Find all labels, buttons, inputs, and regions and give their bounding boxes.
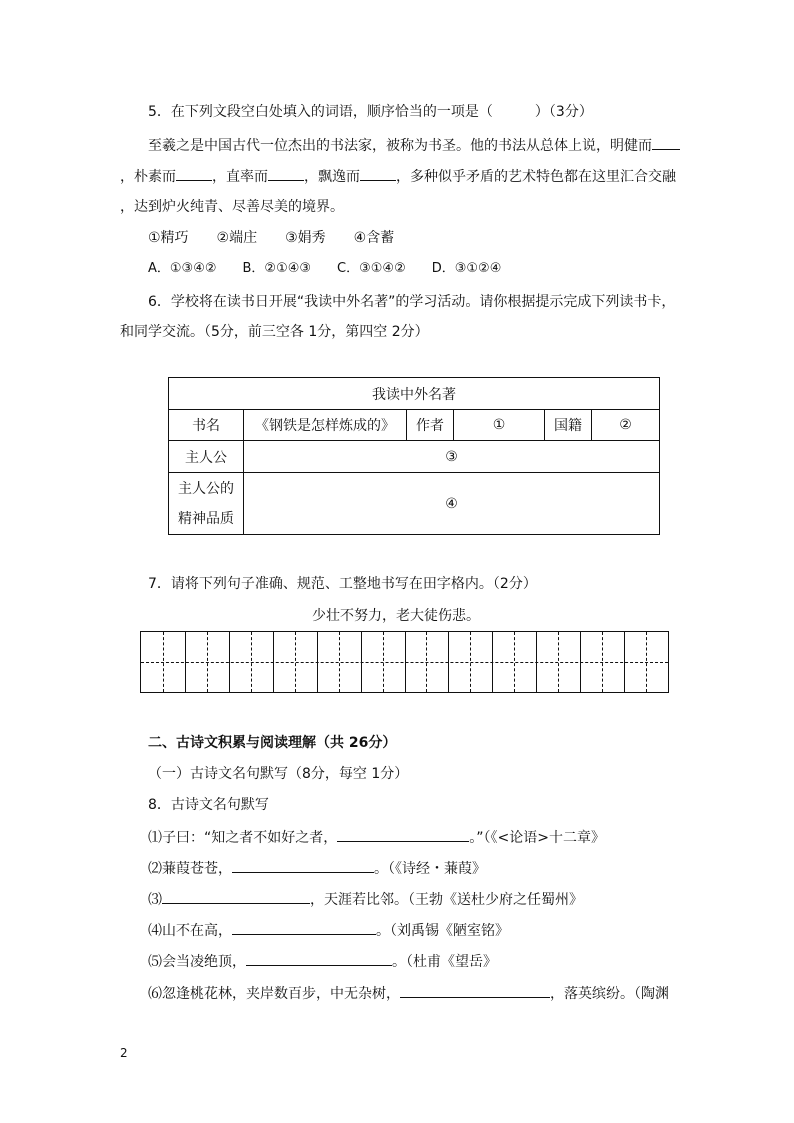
answer-blank[interactable] — [176, 166, 212, 181]
q5-word-options: ①精巧 ②端庄 ③娟秀 ④含蓄 — [148, 230, 395, 246]
q5-text: ，朴素而 — [120, 169, 176, 185]
protagonist-label: 主人公 — [169, 441, 244, 473]
q8-item-3 — [148, 889, 583, 910]
grid-cell-border — [273, 632, 274, 692]
book-label: 书名 — [169, 410, 244, 441]
grid-cell-midline — [426, 632, 427, 692]
author-label: 作者 — [407, 410, 454, 441]
answer-blank[interactable] — [337, 827, 469, 842]
section2-title: 二、古诗文积累与阅读理解（共 26分） — [148, 735, 397, 751]
q8-text: 。（刘禹锡《陋室铭》 — [376, 923, 509, 939]
nationality-blank[interactable]: ② — [592, 410, 660, 441]
q8-text: 。（杜甫《望岳》 — [392, 954, 497, 970]
grid-cell-midline — [602, 632, 603, 692]
q8-text: ⑸会当凌绝顶， — [148, 954, 246, 970]
grid-cell-border — [405, 632, 406, 692]
grid-cell-midline — [251, 632, 252, 692]
grid-cell-midline — [339, 632, 340, 692]
spirit-label — [169, 473, 244, 535]
answer-blank[interactable] — [360, 166, 396, 181]
answer-blank[interactable] — [268, 166, 304, 181]
q5-text: ，多种似乎矛盾的艺术特色都在这里汇合交融 — [396, 169, 676, 185]
q8-item-2 — [148, 858, 486, 879]
grid-cell-border — [580, 632, 581, 692]
q5-text: ，直率而 — [212, 169, 268, 185]
grid-cell-border — [229, 632, 230, 692]
grid-cell-midline — [470, 632, 471, 692]
tianzige-grid[interactable] — [140, 631, 669, 693]
grid-cell-midline — [207, 632, 208, 692]
q8-text: ⑴子曰：“知之者不如好之者， — [148, 830, 338, 846]
page-number: 2 — [120, 1046, 128, 1060]
answer-blank[interactable] — [232, 858, 374, 873]
q5-paragraph-line3: ，达到炉火纯青、尽善尽美的境界。 — [120, 199, 344, 215]
q8-text: ⑵蒹葭苍苍， — [148, 861, 232, 877]
q5-text: 至羲之是中国古代一位杰出的书法家，被称为书圣。他的书法从总体上说，明健而 — [148, 138, 652, 154]
author-blank[interactable]: ① — [454, 410, 545, 441]
nationality-label: 国籍 — [545, 410, 592, 441]
answer-blank[interactable] — [400, 983, 550, 998]
q8-text: 。（《诗经・蒹葭》 — [374, 861, 486, 877]
q5-text: ，飘逸而 — [304, 169, 360, 185]
q8-text: ，落英缤纷。（陶渊 — [550, 986, 669, 1002]
grid-cell-midline — [163, 632, 164, 692]
q8-text: ⑶ — [148, 892, 162, 908]
answer-blank[interactable] — [246, 951, 392, 966]
grid-cell-border — [317, 632, 318, 692]
q8-text: ⑷山不在高， — [148, 923, 232, 939]
grid-cell-midline — [383, 632, 384, 692]
q7-stem: 7．请将下列句子准确、规范、工整地书写在田字格内。（2分） — [148, 576, 537, 592]
book-value: 《钢铁是怎样炼成的》 — [244, 410, 407, 441]
grid-cell-midline — [514, 632, 515, 692]
spirit-label-line1: 主人公的 — [178, 480, 234, 497]
q8-item-1 — [148, 827, 605, 848]
q8-item-6 — [148, 983, 669, 1004]
grid-cell-midline — [646, 632, 647, 692]
grid-cell-border — [624, 632, 625, 692]
q8-text: ⑹忽逢桃花林，夹岸数百步，中无杂树， — [148, 986, 400, 1002]
q5-choices: A．①③④② B．②①④③ C．③①④② D．③①②④ — [148, 261, 502, 276]
answer-blank[interactable] — [162, 889, 310, 904]
answer-blank[interactable] — [232, 920, 376, 935]
grid-cell-border — [361, 632, 362, 692]
answer-blank[interactable] — [652, 135, 680, 150]
q6-stem-line2: 和同学交流。（5分，前三空各 1分，第四空 2分） — [120, 324, 429, 340]
q8-item-4 — [148, 920, 509, 941]
reading-card-table — [168, 377, 660, 535]
q5-paragraph-line1 — [148, 135, 680, 156]
q5-stem: 5．在下列文段空白处填入的词语，顺序恰当的一项是（ ）（3分） — [148, 104, 593, 120]
grid-cell-border — [536, 632, 537, 692]
q8-title: 8．古诗文名句默写 — [148, 797, 269, 813]
q8-item-5 — [148, 951, 497, 972]
q8-text: ，天涯若比邻。（王勃《送杜少府之任蜀州》 — [310, 892, 583, 908]
grid-cell-midline — [295, 632, 296, 692]
q5-paragraph-line2 — [120, 166, 676, 187]
q7-sentence: 少壮不努力，老大徒伤悲。 — [312, 608, 480, 624]
section2-sub1: （一）古诗文名句默写（8分，每空 1分） — [148, 766, 409, 782]
spirit-label-line2: 精神品质 — [178, 510, 234, 527]
reading-card-title: 我读中外名著 — [169, 378, 660, 410]
protagonist-blank[interactable]: ③ — [244, 441, 660, 473]
grid-cell-border — [448, 632, 449, 692]
q6-stem-line1: 6．学校将在读书日开展“我读中外名著”的学习活动。请你根据提示完成下列读书卡， — [148, 294, 676, 310]
grid-cell-border — [492, 632, 493, 692]
spirit-blank[interactable]: ④ — [244, 473, 660, 535]
grid-cell-border — [185, 632, 186, 692]
q8-text: 。”（《<论语>十二章》 — [469, 830, 605, 846]
grid-cell-midline — [558, 632, 559, 692]
